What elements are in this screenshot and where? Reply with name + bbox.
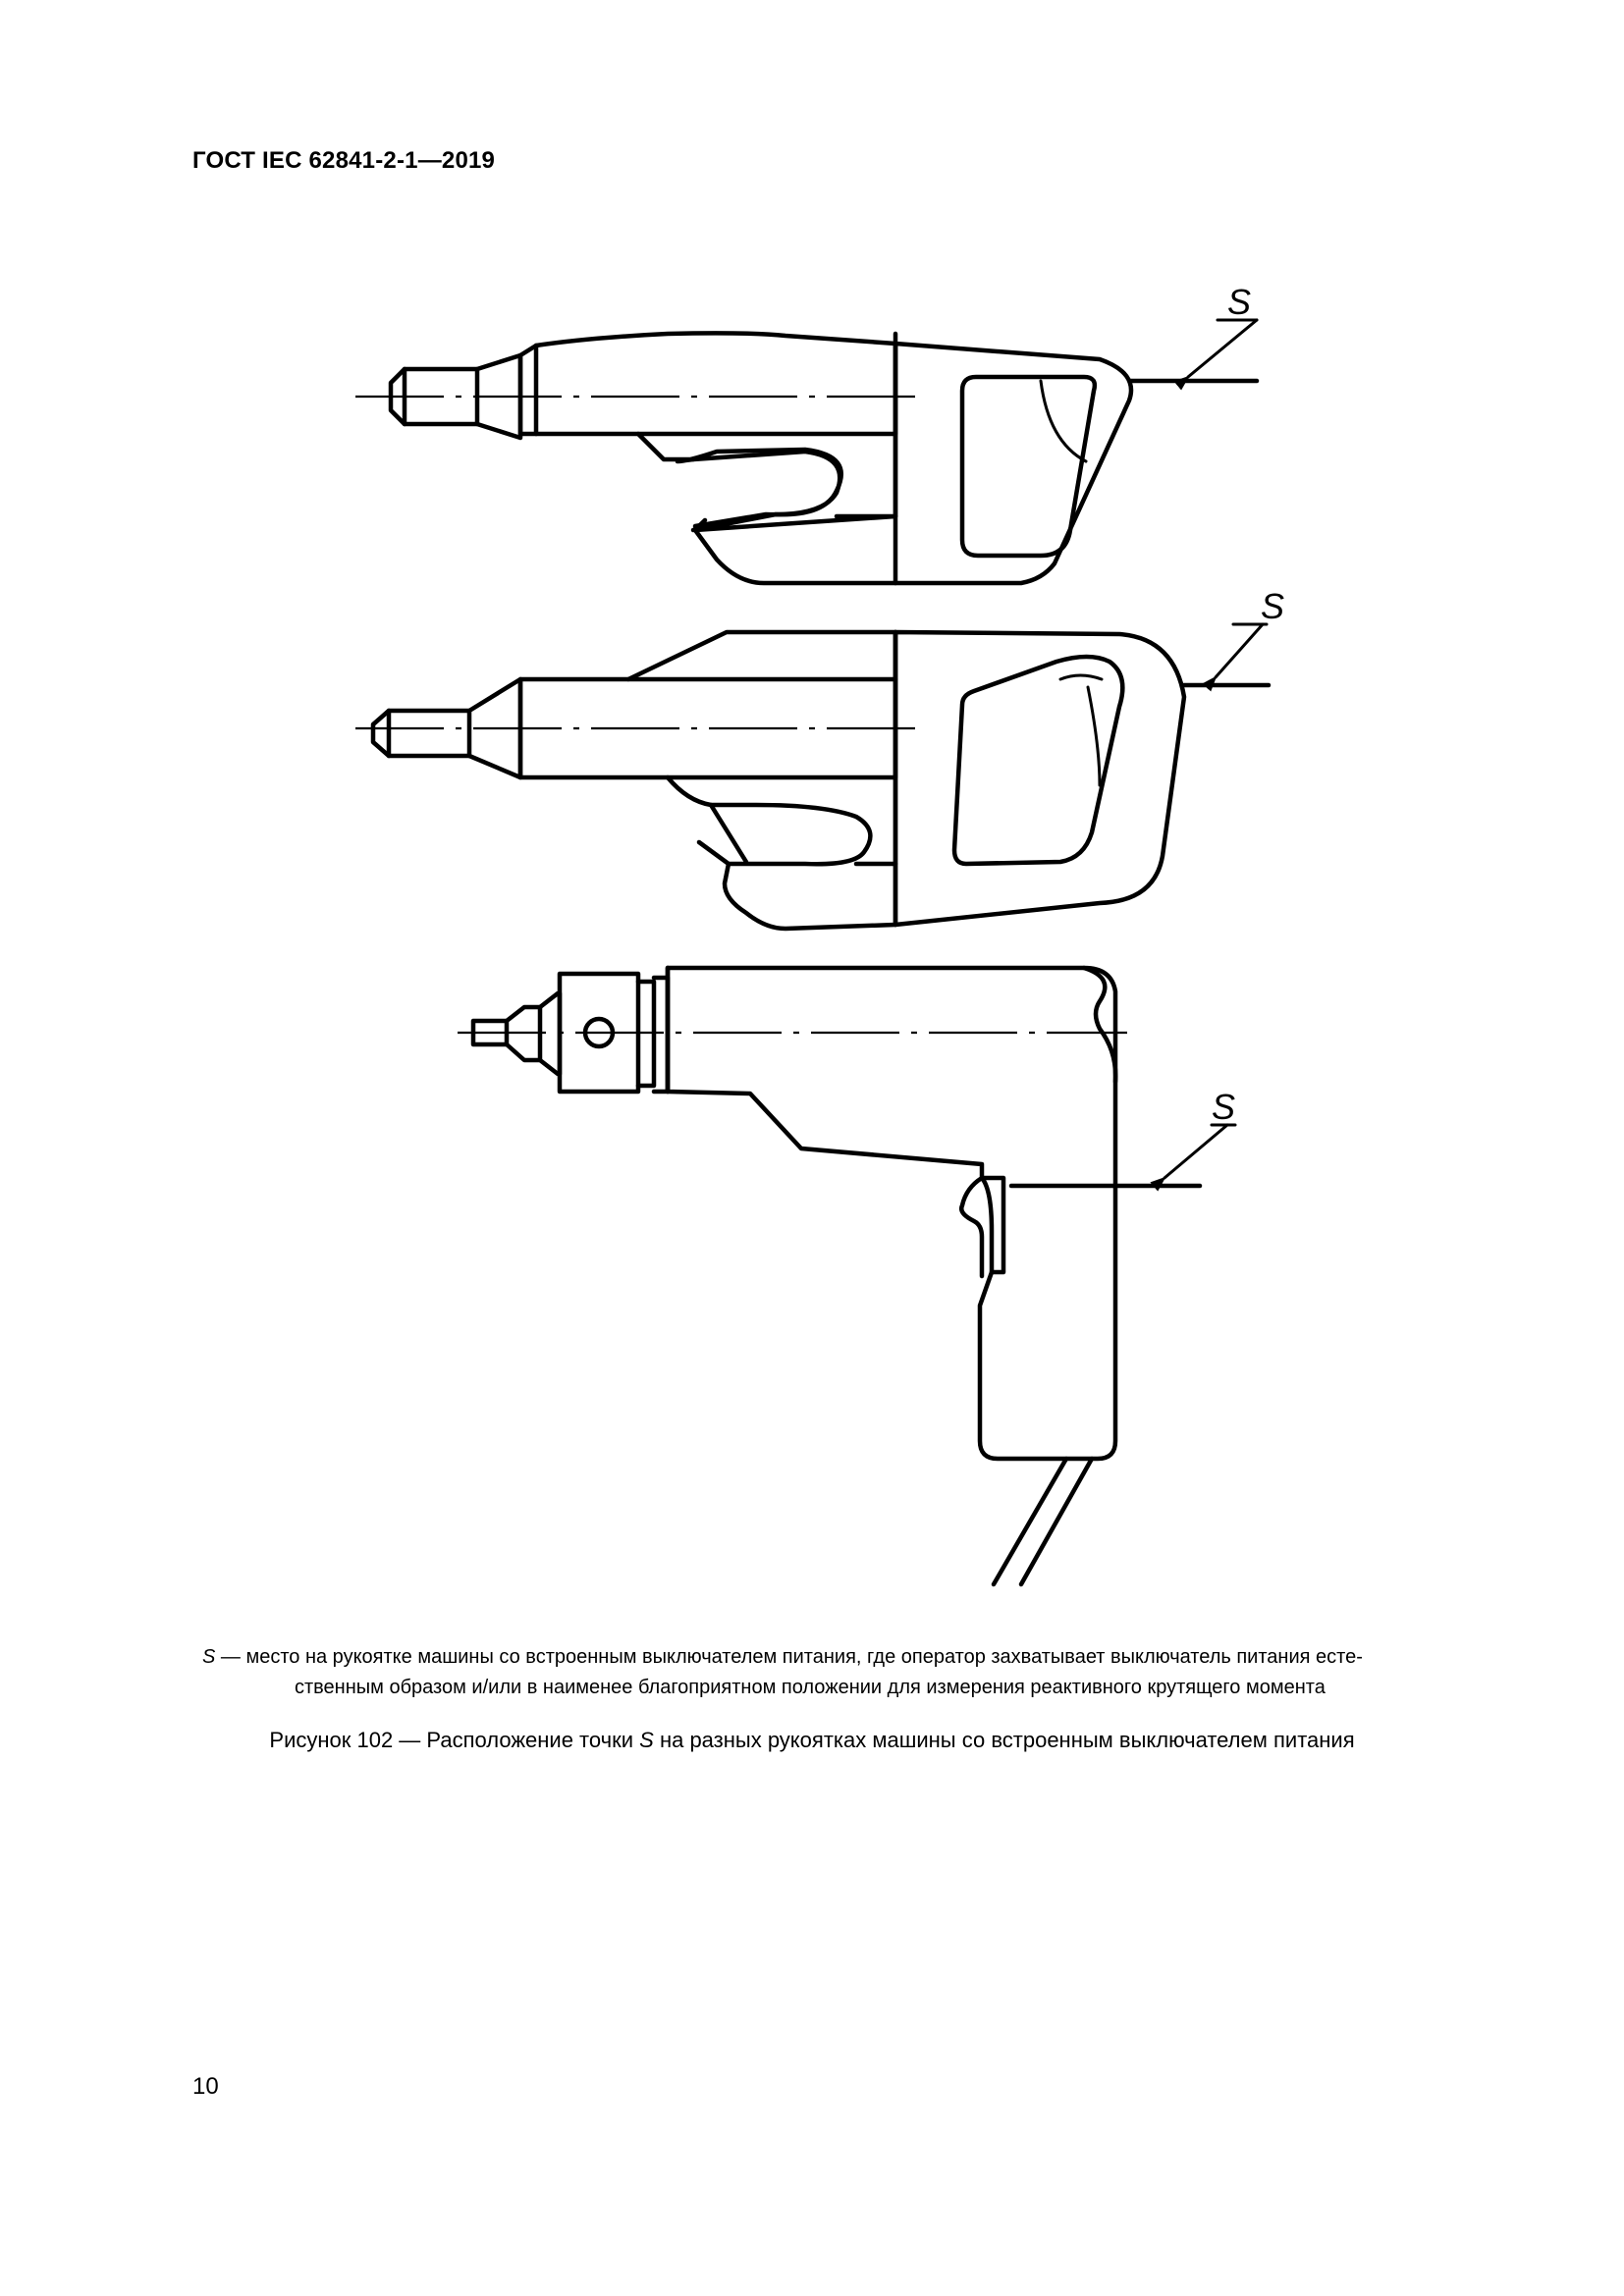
tool-3-handle-back: [1084, 968, 1115, 1082]
tool-1-body: [520, 333, 895, 434]
tool-2-top-wedge: [628, 632, 895, 679]
caption-point: S: [639, 1728, 654, 1752]
legend-text-1: место на рукоятке машины со встроенным выключателем питания, где оператор захватывает выключатель питания есте-: [245, 1646, 1363, 1668]
tool-1-grip-window: [962, 377, 1095, 556]
legend-key: S: [202, 1646, 216, 1668]
tool-2-switch-icon: [1060, 675, 1102, 785]
tool-2-s-arrow: [1216, 624, 1263, 677]
tool-3-body: [668, 968, 1115, 1459]
page-number: 10: [192, 2073, 219, 2100]
standard-header: ГОСТ IEC 62841-2-1—2019: [192, 147, 496, 174]
tool-1-s-label: S: [1227, 282, 1252, 322]
tool-2-s-label: S: [1261, 586, 1285, 626]
tool-2-handle-loop: [895, 632, 1184, 925]
legend-dash: —: [215, 1646, 246, 1668]
tool-1-s-arrow: [1188, 320, 1257, 377]
legend-line-2: ственным образом и/или в наименее благоприятном положении для измерения реактивного крутящего момента: [295, 1677, 1326, 1698]
tool-2-lower-grip: [725, 864, 895, 929]
tool-1-pistol-grip: [355, 282, 1257, 583]
tool-2-front-grip: [668, 777, 870, 864]
caption-prefix: Рисунок 102 — Расположение точки: [269, 1728, 640, 1752]
tool-1-front-grip: [638, 434, 841, 530]
tool-1-switch-icon: [1041, 381, 1086, 461]
figure-legend: [202, 1642, 1508, 1703]
tool-3-trigger-icon: [961, 1178, 982, 1276]
tool-3-drill: [458, 968, 1235, 1584]
legend-line-1: [202, 1642, 1508, 1673]
figure-caption: [0, 1728, 1624, 1753]
caption-suffix: на разных рукоятках машины со встроенным выключателем питания: [653, 1728, 1355, 1752]
tool-3-s-arrow: [1164, 1125, 1227, 1178]
tool-3-s-label: S: [1212, 1087, 1236, 1127]
tool-2-loop-grip: [355, 586, 1284, 929]
